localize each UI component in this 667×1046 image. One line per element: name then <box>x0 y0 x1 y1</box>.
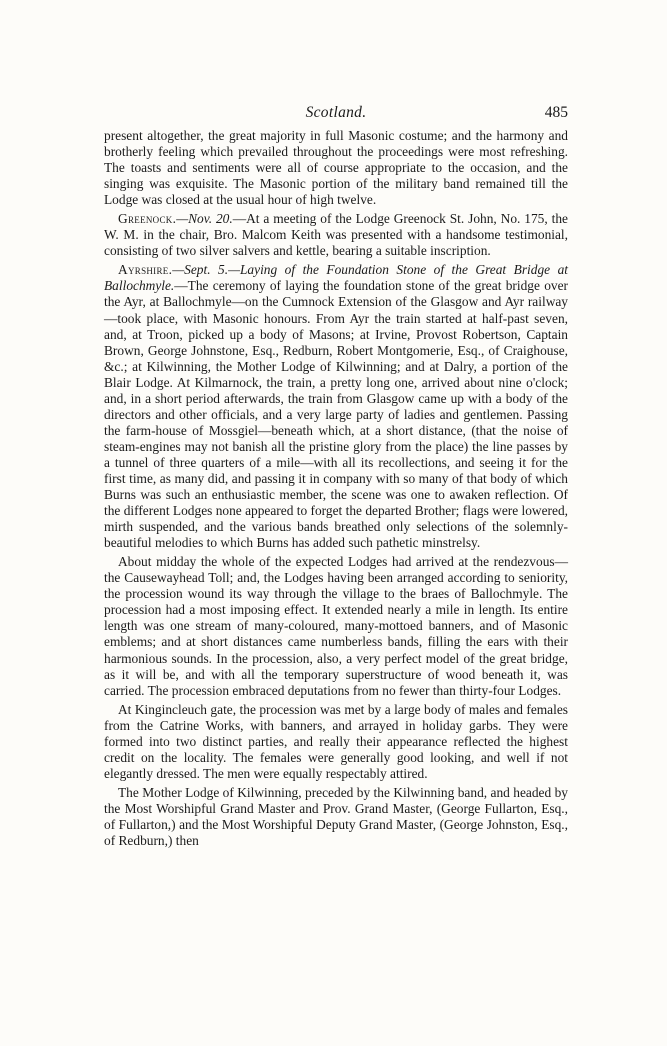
place-name: Greenock. <box>118 211 177 227</box>
paragraph-mother-lodge <box>104 785 568 849</box>
paragraph-text: About midday the whole of the expected Lodges had arrived at the rendezvous—the Causewayhead Toll; and, the Lodges having been arranged according to seniority, the procession wound its way through the village to the braes of Ballochmyle. The procession had a most imposing effect. It extended nearly a mile in length. Its entire length was one stream of many-coloured, many-mottoed banners, and of Masonic emblems; and at short distances came numberless bands, filling the ears with their harmonious sounds. In the procession, also, a very perfect model of the great bridge, as it will be, and with all the temporary superstructure of wood beneath it, was carried. The procession embraced deputations from no fewer than thirty-four Lodges. <box>104 554 568 698</box>
paragraph-text: present altogether, the great majority in full Masonic costume; and the harmony and brotherly feeling which prevailed throughout the proceedings were most refreshing. The toasts and sentiments were all of course appropriate to the occasion, and the singing was exquisite. The Masonic portion of the military band remained till the Lodge was closed at the usual hour of high twelve. <box>104 128 568 208</box>
paragraph-procession <box>104 554 568 698</box>
running-title: Scotland. <box>305 104 367 121</box>
paragraph-continued <box>104 128 568 208</box>
paragraph-ayrshire <box>104 262 568 551</box>
paragraph-text: At Kingincleuch gate, the procession was met by a large body of males and females from the Catrine Works, with banners, and arrayed in holiday garbs. They were formed into two distinct parties, and really their appearance reflected the highest credit on the locality. The females were generally good looking, and well if not elegantly dressed. The men were equally respectably attired. <box>104 701 568 781</box>
running-head <box>104 104 568 124</box>
entry-date: —Nov. 20. <box>176 211 233 227</box>
paragraph-text: —At a meeting of the Lodge Greenock St. John, No. 175, the W. M. in the chair, Bro. Malcom Keith was presented with a handsome testimonial, consisting of two silver salvers and kettle, bearing a suitable inscription. <box>104 211 568 259</box>
paragraph-text: The Mother Lodge of Kilwinning, preceded by the Kilwinning band, and headed by the Most Worshipful Grand Master and Prov. Grand Master, (George Fullarton, Esq., of Fullarton,) and the Most Worshipful Deputy Grand Master, (George Johnston, Esq., of Redburn,) then <box>104 784 568 849</box>
body-text <box>104 128 568 852</box>
paragraph-text: —The ceremony of laying the foundation stone of the great bridge over the Ayr, at Ballochmyle—on the Cumnock Extension of the Glasgow and Ayr railway—took place, with Masonic honours. From Ayr the train started at half-past seven, and, at Troon, picked up a body of Masons; at Irvine, Provost Robertson, Captain Brown, George Johnstone, Esq., Redburn, Robert Montgomerie, Esq., of Craighouse, &c.; at Kilwinning, the Mother Lodge of Kilwinning; and at Dalry, a portion of the Blair Lodge. At Kilmarnock, the train, a pretty long one, arrived about nine o'clock; and, in a short period afterwards, the train from Glasgow came up with a body of the directors and other officials, and a very large party of ladies and gentlemen. Passing the farm-house of Mossgiel—beneath which, at a short distance, (that the noise of steam-engines may not banish all the pristine glory from the place) the line passes by a tunnel of three quarters of a mile—with all its recollections, and seeing it for the first time, as many did, and passing it in company with so many of that body of which Burns was such an enthusiastic member, the scene was one to awaken reflection. Of the different Lodges none appeared to forget the departed Brother; flags were lowered, mirth suspended, and the various bands breathed only selections of the solemnly-beautiful melodies to which Burns has added such pathetic minstrelsy. <box>104 278 568 551</box>
entry-heading: —Sept. 5.—Laying of the Foundation Stone of the Great Bridge at Ballochmyle. <box>104 262 568 294</box>
paragraph-kingincleuch <box>104 702 568 782</box>
place-name: Ayrshire. <box>118 262 173 278</box>
paragraph-greenock <box>104 211 568 259</box>
page-number: 485 <box>544 104 568 121</box>
